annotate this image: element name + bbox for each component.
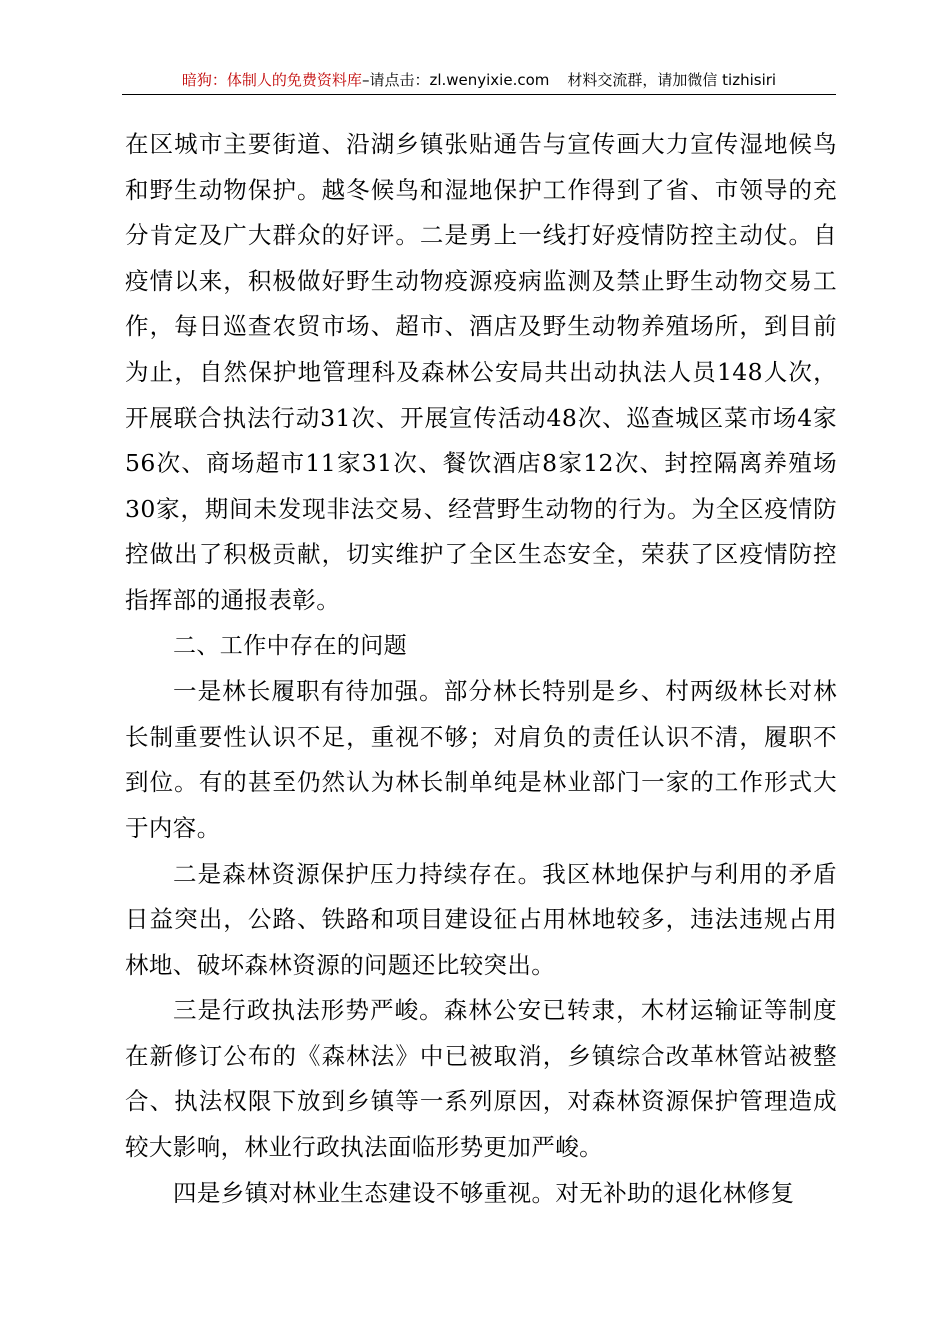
issue-2-text: 我区林地保护与利用的矛盾日益突出，公路、铁路和项目建设征占用林地较多，违法违规占用林地、破坏森林资源的问题还比较突出。 [125,859,837,979]
page-header [122,66,836,95]
issue-1-text: 部分林长特别是乡、村两级林长对林长制重要性认识不足，重视不够；对肩负的责任认识不清，履职不到位。有的甚至仍然认为林长制单纯是林业部门一家的工作形式大于内容。 [125,677,837,842]
issue-3-lead: 三是行政执法形势严峻。 [173,996,444,1025]
document-body [125,122,837,1216]
section-heading-problems: 二、工作中存在的问题 [173,632,407,659]
issue-2-lead: 二是森林资源保护压力持续存在。 [173,859,543,888]
header-brand: 暗狗：体制人的免费资料库 [181,71,362,89]
paragraph-issue-4 [125,1171,837,1217]
issue-3-text: 森林公安已转隶，木材运输证等制度在新修订公布的《森林法》中已被取消，乡镇综合改革林管站被整合、执法权限下放到乡镇等一系列原因，对森林资源保护管理造成较大影响，林业行政执法面临形势更加严峻。 [125,996,837,1162]
paragraph-issue-1 [125,669,837,851]
header-link-prefix: –请点击： [361,71,430,89]
issue-4-text: 对无补助的退化林修复 [555,1178,795,1207]
header-link-url[interactable]: zl.wenyixie.com [429,71,550,89]
header-contact: 材料交流群，请加微信 tizhisiri [567,71,777,89]
issue-1-lead: 一是林长履职有待加强。 [173,677,444,706]
paragraph-issue-2 [125,852,837,989]
paragraph-issue-3 [125,988,837,1170]
paragraph-wetland-protection: 在区城市主要街道、沿湖乡镇张贴通告与宣传画大力宣传湿地候鸟和野生动物保护。越冬候鸟和湿地保护工作得到了省、市领导的充分肯定及广大群众的好评。二是勇上一线打好疫情防控主动仗。自疫情以来，积极做好野生动物疫源疫病监测及禁止野生动物交易工作，每日巡查农贸市场、超市、酒店及野生动物养殖场所，到目前为止，自然保护地管理科及森林公安局共出动执法人员148人次，开展联合执法行动31次、开展宣传活动48次、巡查城区菜市场4家56次、商场超市11家31次、餐饮酒店8家12次、封控隔离养殖场30家，期间未发现非法交易、经营野生动物的行为。为全区疫情防控做出了积极贡献，切实维护了全区生态安全，荣获了区疫情防控指挥部的通报表彰。 [125,130,837,614]
issue-4-lead: 四是乡镇对林业生态建设不够重视。 [173,1178,556,1207]
